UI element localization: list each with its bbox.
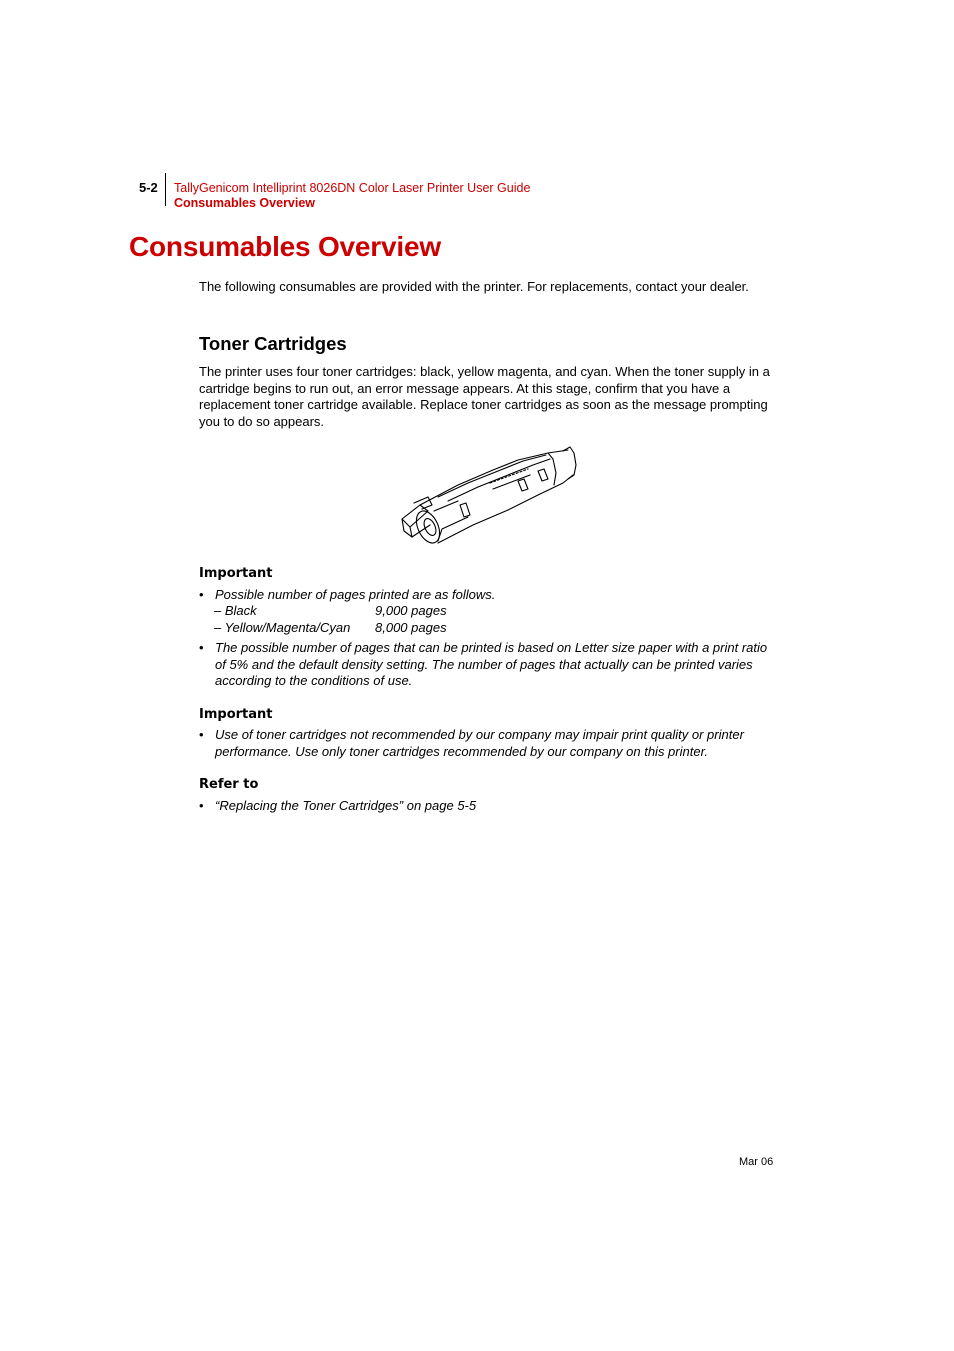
important-note-heading: Important xyxy=(199,707,273,722)
bullet-icon: • xyxy=(199,640,204,655)
list-item xyxy=(199,640,780,690)
important-note-heading: Important xyxy=(199,566,273,581)
bullet-text: Use of toner cartridges not recommended by our company may impair print quality or printer performance. Use only toner cartridges recommended by our company on this printer. xyxy=(215,727,744,759)
header-section-title: Consumables Overview xyxy=(174,196,316,210)
bullet-icon: • xyxy=(199,587,204,602)
list-item xyxy=(199,587,775,604)
toner-cartridge-icon xyxy=(398,445,578,550)
header-divider xyxy=(165,173,166,206)
list-item xyxy=(199,798,775,815)
page-yield-label: – Yellow/Magenta/Cyan xyxy=(214,619,351,635)
intro-paragraph: The following consumables are provided with the printer. For replacements, contact your dealer. xyxy=(199,279,749,294)
page-yield-label: – Black xyxy=(214,603,257,618)
toner-cartridge-illustration xyxy=(398,445,578,550)
footer-date: Mar 06 xyxy=(739,1156,774,1168)
cross-reference-link[interactable]: “Replacing the Toner Cartridges” on page 5-5 xyxy=(215,798,477,813)
list-item xyxy=(199,727,780,760)
toner-cartridges-heading: Toner Cartridges xyxy=(199,333,347,354)
page-yield-value: 8,000 pages xyxy=(375,619,447,635)
bullet-icon: • xyxy=(199,727,204,742)
page-number: 5-2 xyxy=(139,180,158,195)
bullet-icon: • xyxy=(199,798,204,813)
header-guide-title: TallyGenicom Intelliprint 8026DN Color Laser Printer User Guide xyxy=(174,181,531,195)
bullet-text: Possible number of pages printed are as follows. xyxy=(215,587,496,602)
refer-to-heading: Refer to xyxy=(199,777,259,792)
page-yield-value: 9,000 pages xyxy=(375,603,447,618)
bullet-text: The possible number of pages that can be printed is based on Letter size paper with a print ratio of 5% and the default density setting. The number of pages that actually can be printed varies according to the conditions of use. xyxy=(215,640,768,689)
toner-cartridges-paragraph: The printer uses four toner cartridges: black, yellow magenta, and cyan. When the toner supply in a cartridge begins to run out, an error message appears. At this stage, confirm that you have a replacement toner cartridge available. Replace toner cartridges as soon as the message prompting you to do so appears. xyxy=(199,364,770,429)
page-title: Consumables Overview xyxy=(129,231,441,262)
